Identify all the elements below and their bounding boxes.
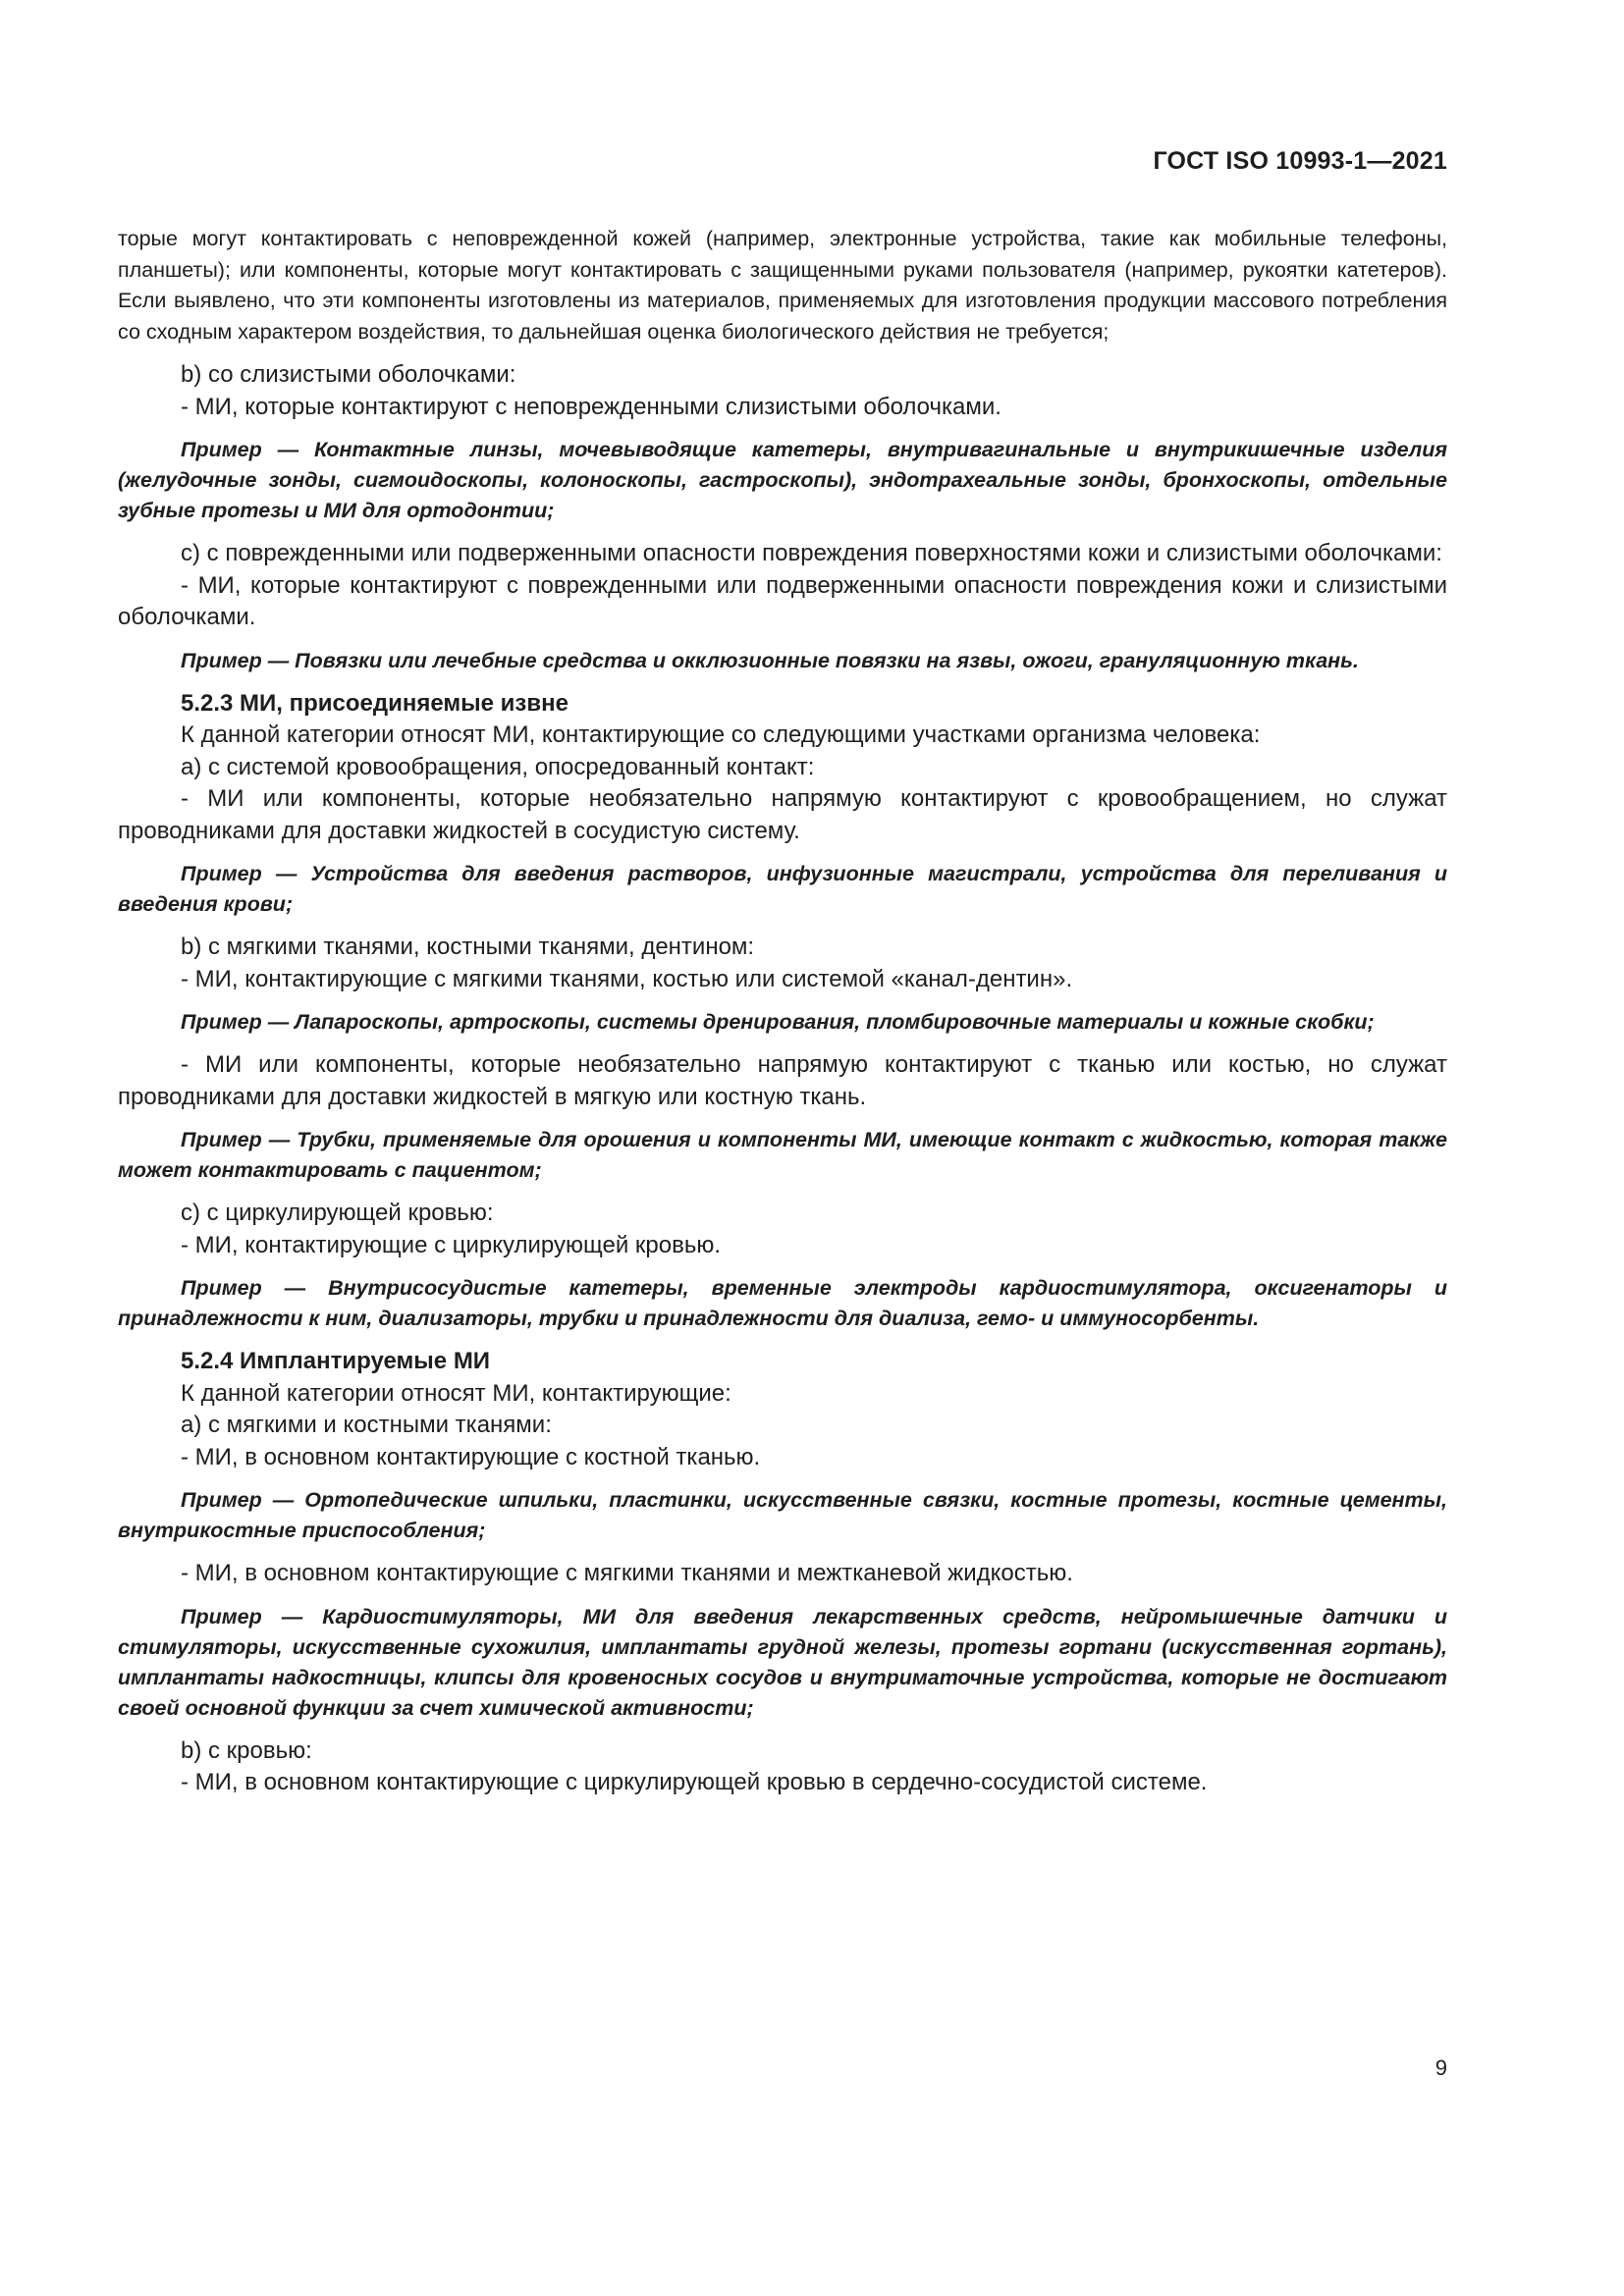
dash-item: - МИ, которые контактируют с неповрежденными слизистыми оболочками.: [181, 393, 1001, 420]
section-intro: К данной категории относят МИ, контактирующие:: [181, 1379, 731, 1407]
example-note: Пример — Кардиостимуляторы, МИ для введения лекарственных средств, нейромышечные датчики и стимуляторы, искусственные сухожилия, имплантаты грудной железы, протезы гортани (искусственная гортань), имплантаты надкостницы, клипсы для кровеносных сосудов и внутриматочные устройства, которые не достигают своей основной функции за счет химической активности;: [118, 1604, 1447, 1720]
example-note: Пример — Лапароскопы, артроскопы, системы дренирования, пломбировочные материалы и кожные скобки;: [181, 1010, 1375, 1034]
list-item-c: c) с поврежденными или подверженными опасности повреждения поверхностями кожи и слизистыми оболочками:: [181, 540, 1442, 566]
example-note: Пример — Трубки, применяемые для орошения и компоненты МИ, имеющие контакт с жидкостью, которая также может контактировать с пациентом;: [118, 1128, 1447, 1182]
example-note: Пример — Устройства для введения растворов, инфузионные магистрали, устройства для переливания и введения крови;: [118, 862, 1447, 916]
dash-item: - МИ или компоненты, которые необязательно напрямую контактируют с тканью или костью, но служат проводниками для доставки жидкостей в мягкую или костную ткань.: [118, 1051, 1447, 1110]
section-heading-5-2-3: 5.2.3 МИ, присоединяемые извне: [181, 689, 568, 717]
example-note: Пример — Повязки или лечебные средства и окклюзионные повязки на язвы, ожоги, грануляционную ткань.: [181, 648, 1359, 672]
list-item-b: b) с кровью:: [181, 1736, 312, 1764]
section-heading-5-2-4: 5.2.4 Имплантируемые МИ: [181, 1348, 491, 1374]
list-item-a: a) с системой кровообращения, опосредованный контакт:: [181, 753, 815, 780]
list-item-b: b) с мягкими тканями, костными тканями, дентином:: [181, 934, 755, 960]
dash-item: - МИ, в основном контактирующие с мягкими тканями и межтканевой жидкостью.: [181, 1560, 1073, 1586]
dash-item: - МИ, которые контактируют с поврежденными или подверженными опасности повреждения кожи и слизистыми оболочками.: [118, 571, 1447, 630]
dash-item: - МИ, в основном контактирующие с циркулирующей кровью в сердечно-сосудистой системе.: [181, 1769, 1208, 1795]
dash-item: - МИ или компоненты, которые необязательно напрямую контактируют с кровообращением, но служат проводниками для доставки жидкостей в сосудистую систему.: [118, 785, 1447, 844]
list-item-a: a) с мягкими и костными тканями:: [181, 1412, 552, 1438]
page-body: [118, 224, 1447, 1799]
page-number: 9: [1435, 2056, 1447, 2080]
example-note: Пример — Ортопедические шпильки, пластинки, искусственные связки, костные протезы, костные цементы, внутрикостные приспособления;: [118, 1488, 1447, 1542]
list-item-c: c) с циркулирующей кровью:: [181, 1200, 494, 1226]
dash-item: - МИ, контактирующие с циркулирующей кровью.: [181, 1231, 722, 1258]
list-item-b: b) со слизистыми оболочками:: [181, 361, 516, 388]
example-note: Пример — Внутрисосудистые катетеры, временные электроды кардиостимулятора, оксигенаторы и принадлежности к ним, диализаторы, трубки и принадлежности для диализа, гемо- и иммуносорбенты.: [118, 1276, 1447, 1330]
dash-item: - МИ, контактирующие с мягкими тканями, костью или системой «канал-дентин».: [181, 965, 1073, 992]
example-note: Пример — Контактные линзы, мочевыводящие катетеры, внутривагинальные и внутрикишечные изделия (желудочные зонды, сигмоидоскопы, колоноскопы, гастроскопы), эндотрахеальные зонды, бронхоскопы, отдельные зубные протезы и МИ для ортодонтии;: [118, 438, 1447, 522]
intro-paragraph: торые могут контактировать с неповрежденной кожей (например, электронные устройства, такие как мобильные телефоны, планшеты); или компоненты, которые могут контактировать с защищенными руками пользователя (например, рукоятки катетеров). Если выявлено, что эти компоненты изготовлены из материалов, применяемых для изготовления продукции массового потребления со сходным характером воздействия, то дальнейшая оценка биологического действия не требуется;: [118, 227, 1447, 344]
dash-item: - МИ, в основном контактирующие с костной тканью.: [181, 1443, 761, 1470]
section-intro: К данной категории относят МИ, контактирующие со следующими участками организма человека:: [181, 721, 1261, 748]
document-code: ГОСТ ISO 10993-1—2021: [1153, 147, 1447, 175]
